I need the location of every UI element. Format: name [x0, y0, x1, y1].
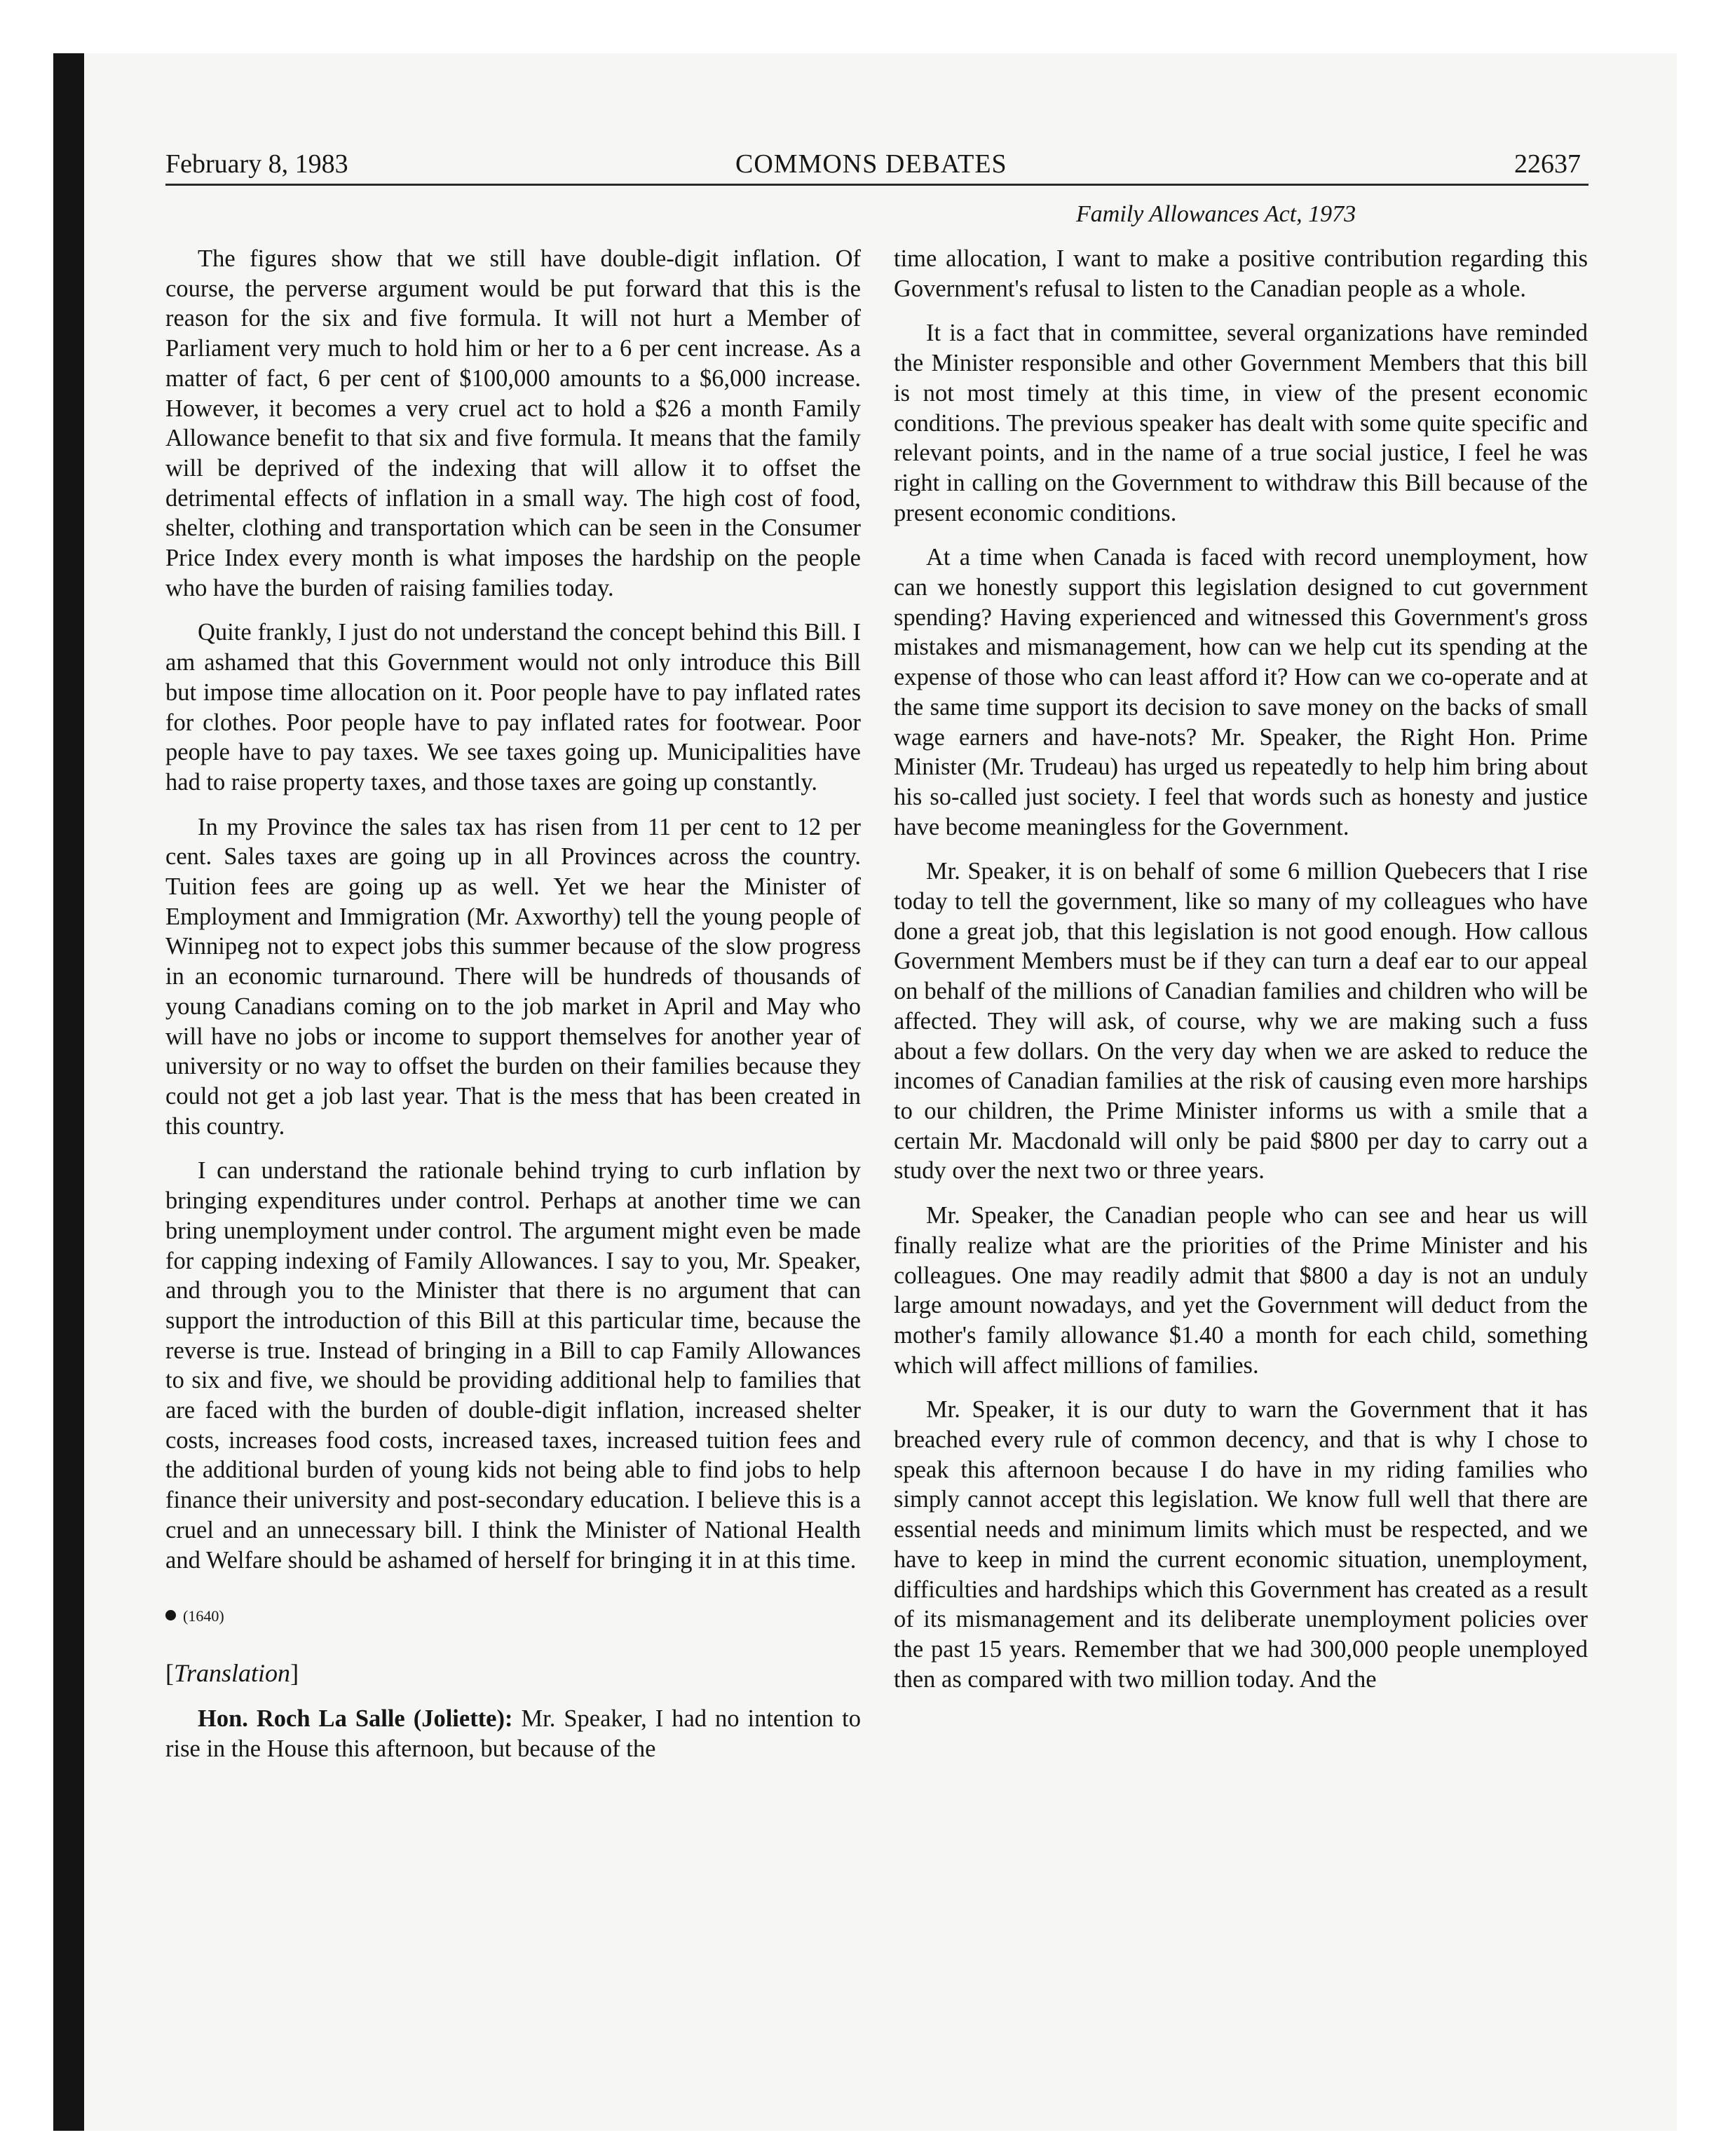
speaker-name: Hon. Roch La Salle (Joliette): [198, 1705, 513, 1733]
header-rule [165, 184, 1588, 186]
paragraph: It is a fact that in committee, several organizations have reminded the Minister responsible and other Government Members that this bill is not most timely at this time, in view of the present economic conditions. The previous speaker has dealt with some quite specific and relevant points, and in the name of a true social justice, I feel he was right in calling on the Government to withdraw this Bill because of the present economic conditions. [894, 320, 1588, 526]
right-column [894, 244, 1588, 1709]
paragraph: Mr. Speaker, the Canadian people who can see and hear us will finally realize what are the priorities of the Prime Minister and his colleagues. One may readily admit that $800 a day is not an unduly large amount nowadays, and yet the Government will deduct from the mother's family allowance $1.40 a month for each child, something which will affect millions of families. [894, 1202, 1588, 1379]
paragraph: At a time when Canada is faced with record unemployment, how can we honestly support this legislation designed to cut government spending? Having experienced and witnessed this Government's gross mistakes and mismanagement, how can we help cut its spending at the expense of those who can least afford it? How can we co-operate and at the same time support its decision to save money on the backs of small wage earners and have-nots? Mr. Speaker, the Right Hon. Prime Minister (Mr. Trudeau) has urged us repeatedly to help him bring about his so-called just society. I feel that words such as honesty and justice have become meaningless for the Government. [894, 544, 1588, 840]
paragraph: Quite frankly, I just do not understand the concept behind this Bill. I am ashamed that this Government would not only introduce this Bill but impose time allocation on it. Poor people have to pay inflated rates for clothes. Poor people have to pay inflated rates for footwear. Poor people have to pay taxes. We see taxes going up. Municipalities have had to raise property taxes, and those taxes are going up constantly. [165, 619, 861, 796]
speaker-paragraph [165, 1704, 861, 1763]
header-page-number: 22637 [1514, 149, 1581, 179]
speaker-text: Mr. Speaker, I had no intention to rise in the House this afternoon, but because of the [165, 1705, 862, 1762]
header-date: February 8, 1983 [165, 149, 348, 179]
paragraph: In my Province the sales tax has risen from 11 per cent to 12 per cent. Sales taxes are going up in all Provinces across the country. Tuition fees are going up as well. Yet we hear the Minister of Employment and Immigration (Mr. Axworthy) tell the young people of Winnipeg not to expect jobs this summer because of the slow progress in an economic turnaround. There will be hundreds of thousands of young Canadians coming on to the job market in April and May who will have no jobs or income to support themselves for another year of university or no way to offset the burden on their families because they could not get a job last year. That is the mess that has been created in this country. [165, 813, 861, 1140]
running-subject: Family Allowances Act, 1973 [1076, 201, 1356, 227]
left-column [165, 244, 861, 1779]
bullet-icon [165, 1610, 176, 1621]
time-marker [165, 1606, 861, 1627]
translation-label-text: Translation [174, 1659, 291, 1688]
paragraph: Mr. Speaker, it is our duty to warn the Government that it has breached every rule of common decency, and that is why I chose to speak this afternoon because I do have in my riding families who simply cannot accept this legislation. We know full well that there are essential needs and minimum limits which must be respected, and we have to keep in mind the current economic situation, unemployment, difficulties and hardships which this Government has created as a result of its mismanagement and its deliberate unemployment policies over the past 15 years. Remember that we had 300,000 people unemployed then as compared with two million today. And the [894, 1396, 1588, 1693]
header-title: COMMONS DEBATES [735, 149, 1007, 179]
scan-edge-bar [53, 53, 84, 2131]
paragraph: I can understand the rationale behind trying to curb inflation by bringing expenditures under control. Perhaps at another time we can bring unemployment under control. The argument might even be made for capping indexing of Family Allowances. I say to you, Mr. Speaker, and through you to the Minister that there is no argument that can support the introduction of this Bill at this particular time, because the reverse is true. Instead of bringing in a Bill to cap Family Allowances to six and five, we should be providing additional help to families that are faced with the burden of double-digit inflation, increased shelter costs, increases food costs, increased taxes, increased tuition fees and the additional burden of young kids not being able to find jobs to help finance their university and post-secondary education. I believe this is a cruel and an unnecessary bill. I think the Minister of National Health and Welfare should be ashamed of herself for bringing it in at this time. [165, 1157, 861, 1574]
paragraph: time allocation, I want to make a positive contribution regarding this Government's refusal to listen to the Canadian people as a whole. [894, 245, 1588, 302]
paragraph: Mr. Speaker, it is on behalf of some 6 million Quebecers that I rise today to tell the government, like so many of my colleagues who have done a great job, that this legislation is not good enough. How callous Government Members must be if they can turn a deaf ear to our appeal on behalf of the millions of Canadian families and children who will be affected. They will ask, of course, why we are making such a fuss about a few dollars. On the very day when we are asked to reduce the incomes of Canadian families at the risk of causing even more harships to our children, the Prime Minister informs us with a smile that a certain Mr. Macdonald will only be paid $800 per day to carry out a study over the next two or three years. [894, 858, 1588, 1185]
time-marker-text: (1640) [183, 1607, 224, 1625]
translation-label: [Translation] [165, 1659, 299, 1688]
paragraph: The figures show that we still have double-digit inflation. Of course, the perverse argument would be put forward that this is the reason for the six and five formula. It will not hurt a Member of Parliament very much to hold him or her to a 6 per cent increase. As a matter of fact, 6 per cent of $100,000 amounts to a $6,000 increase. However, it becomes a very cruel act to hold a $26 a month Family Allowance benefit to that six and five formula. It means that the family will be deprived of the indexing that will allow it to offset the detrimental effects of inflation in a small way. The high cost of food, shelter, clothing and transportation which can be seen in the Consumer Price Index every month is what imposes the hardship on the people who have the burden of raising families today. [165, 245, 861, 601]
